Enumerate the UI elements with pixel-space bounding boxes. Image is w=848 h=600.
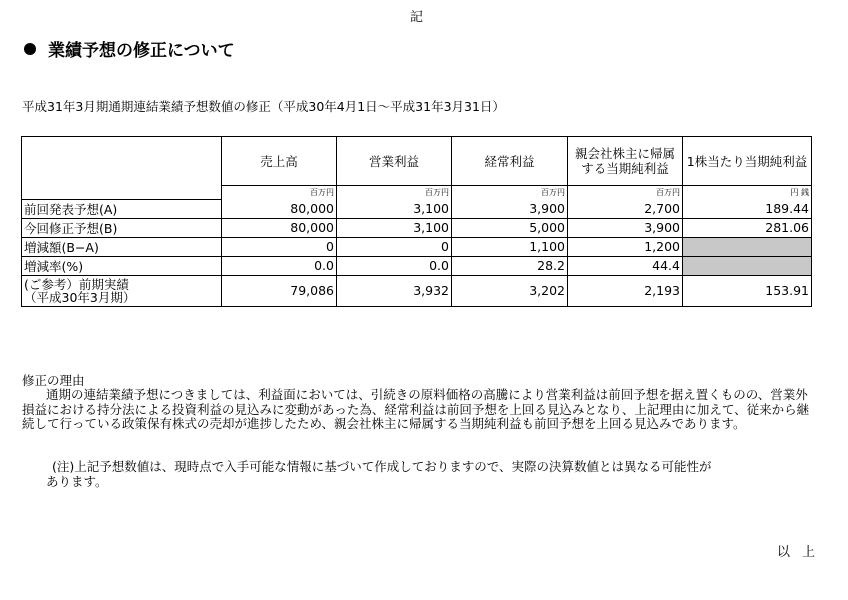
- cell-value: 0.0: [337, 256, 452, 275]
- table-row: [22, 199, 812, 218]
- forecast-table: [21, 136, 812, 307]
- unit-cell: 百万円: [337, 186, 452, 200]
- cell-value: 3,100: [337, 199, 452, 218]
- section-heading: [24, 36, 235, 61]
- cell-shaded: [683, 237, 812, 256]
- reason-title: 修正の理由: [22, 373, 85, 388]
- cell-value: 3,202: [452, 275, 568, 306]
- cell-value: 79,086: [222, 275, 337, 306]
- cell-value: 3,900: [452, 199, 568, 218]
- cell-value: 5,000: [452, 218, 568, 237]
- row-label: [22, 275, 222, 306]
- cell-value: 0: [222, 237, 337, 256]
- cell-value: 0.0: [222, 256, 337, 275]
- note: [22, 460, 812, 489]
- row-label: 前回発表予想(A): [22, 199, 222, 218]
- row-label: 増減額(B−A): [22, 237, 222, 256]
- header-eps: 1株当たり当期純利益: [683, 137, 812, 186]
- cell-value: 1,200: [568, 237, 683, 256]
- row-label-line2: （平成30年3月期）: [24, 289, 136, 305]
- row-label-line1: (ご参考）前期実績: [24, 276, 129, 292]
- section-heading-text: 業績予想の修正について: [48, 41, 235, 61]
- header-blank-cell: [22, 137, 222, 200]
- header-operating-profit: 営業利益: [337, 137, 452, 186]
- unit-cell: 百万円: [452, 186, 568, 200]
- cell-value: 80,000: [222, 218, 337, 237]
- reason-body: 通期の連結業績予想につきましては、利益面においては、引続きの原料価格の高騰により営業利益は前回予想を据え置くものの、営業外損益における持分法による投資利益の見込みに変動があった為、経常利益は前回予想を上回る見込みとなり、上記理由に加えて、従来から継続して行っている政策保有株式の売却が進捗したため、親会社株主に帰属する当期純利益も前回予想を上回る見込みであります。: [22, 387, 810, 431]
- forecast-subtitle: 平成31年3月期通期連結業績予想数値の修正（平成30年4月1日～平成31年3月31日）: [22, 99, 505, 114]
- cell-value: 44.4: [568, 256, 683, 275]
- cell-value: 3,932: [337, 275, 452, 306]
- unit-cell: 百万円: [568, 186, 683, 200]
- cell-value: 281.06: [683, 218, 812, 237]
- table-row: [22, 275, 812, 306]
- cell-value: 0: [337, 237, 452, 256]
- row-label: 今回修正予想(B): [22, 218, 222, 237]
- cell-value: 1,100: [452, 237, 568, 256]
- table-row: [22, 218, 812, 237]
- note-line1: (注)上記予想数値は、現時点で入手可能な情報に基づいて作成しておりますので、実際の決算数値とは異なる可能性が: [52, 459, 712, 474]
- cell-value: 3,900: [568, 218, 683, 237]
- cell-value: 2,193: [568, 275, 683, 306]
- cell-value: 153.91: [683, 275, 812, 306]
- table-row: [22, 237, 812, 256]
- cell-shaded: [683, 256, 812, 275]
- header-ordinary-profit: 経常利益: [452, 137, 568, 186]
- table-header-row: [22, 137, 812, 186]
- cell-value: 3,100: [337, 218, 452, 237]
- header-sales: 売上高: [222, 137, 337, 186]
- closing-mark: 以上: [777, 545, 828, 560]
- cell-value: 189.44: [683, 199, 812, 218]
- table-row: [22, 256, 812, 275]
- cell-value: 80,000: [222, 199, 337, 218]
- note-line2: あります。: [46, 473, 108, 489]
- unit-cell: 百万円: [222, 186, 337, 200]
- row-label: 増減率(%): [22, 256, 222, 275]
- cell-value: 28.2: [452, 256, 568, 275]
- ki-mark: 記: [410, 10, 424, 25]
- header-net-income: 親会社株主に帰属する当期純利益: [568, 137, 683, 186]
- bullet-icon: [24, 43, 36, 55]
- unit-cell: 円 銭: [683, 186, 812, 200]
- cell-value: 2,700: [568, 199, 683, 218]
